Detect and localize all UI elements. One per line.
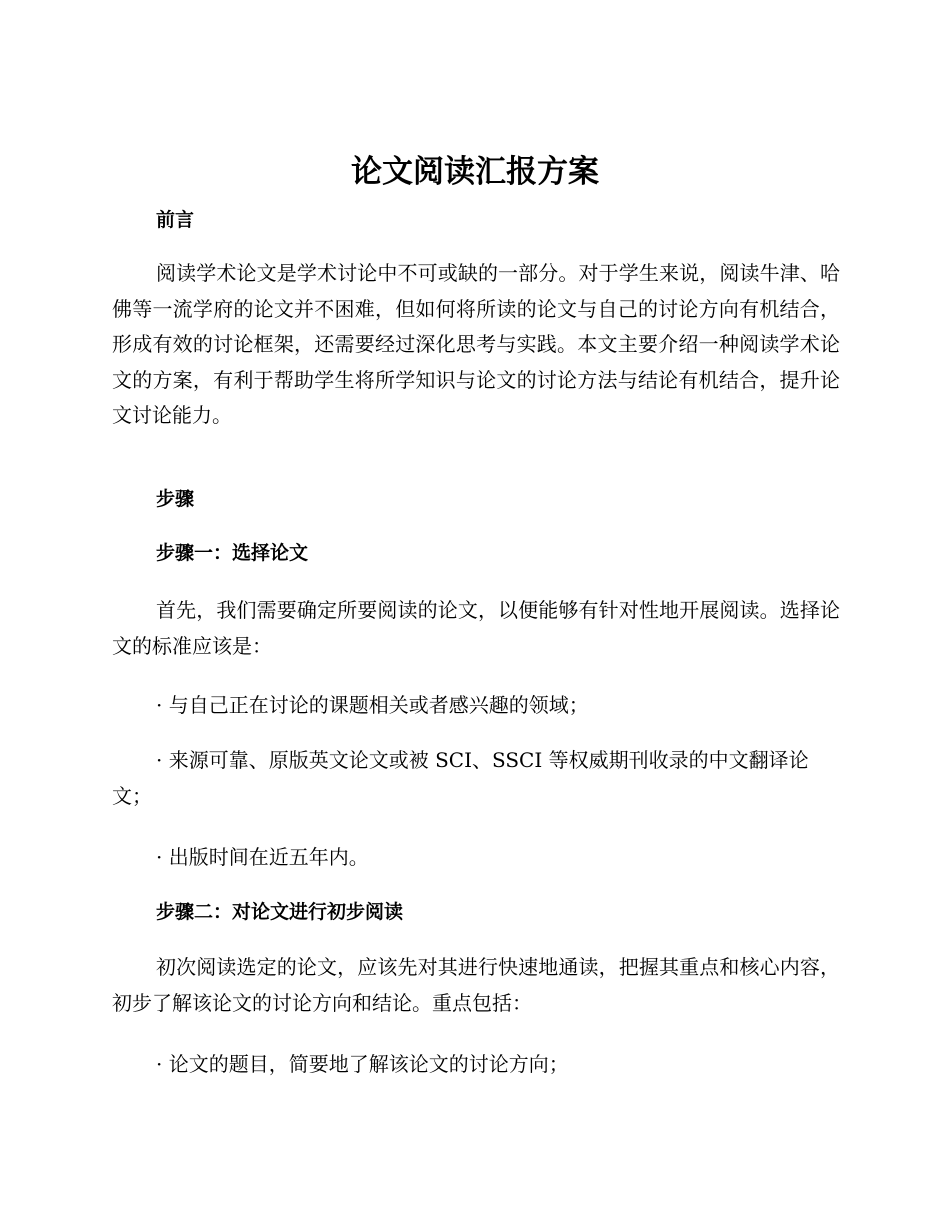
step1-paragraph: 首先，我们需要确定所要阅读的论文，以便能够有针对性地开展阅读。选择论文的标准应该是： <box>112 598 840 658</box>
page-title: 论文阅读汇报方案 <box>351 154 599 190</box>
step1-bullet: · 与自己正在讨论的课题相关或者感兴趣的领域； <box>156 693 589 717</box>
steps-heading: 步骤 <box>156 488 195 510</box>
preface-heading: 前言 <box>156 209 195 231</box>
step2-bullet: · 论文的题目，简要地了解该论文的讨论方向； <box>156 1052 569 1076</box>
step2-heading: 步骤二：对论文进行初步阅读 <box>156 901 404 923</box>
step1-heading: 步骤一：选择论文 <box>156 542 309 564</box>
step1-bullet: · 来源可靠、原版英文论文或被 SCI、SSCI 等权威期刊收录的中文翻译论文； <box>112 748 809 808</box>
preface-paragraph: 阅读学术论文是学术讨论中不可或缺的一部分。对于学生来说，阅读牛津、哈佛等一流学府的论文并不困难，但如何将所读的论文与自己的讨论方向有机结合，形成有效的讨论框架，还需要经过深化思考与实践。本文主要介绍一种阅读学术论文的方案，有利于帮助学生将所学知识与论文的讨论方法与结论有机结合，提升论文讨论能力。 <box>112 261 840 428</box>
step2-paragraph: 初次阅读选定的论文，应该先对其进行快速地通读，把握其重点和核心内容，初步了解该论文的讨论方向和结论。重点包括： <box>112 955 840 1015</box>
step1-bullet: · 出版时间在近五年内。 <box>156 845 369 869</box>
